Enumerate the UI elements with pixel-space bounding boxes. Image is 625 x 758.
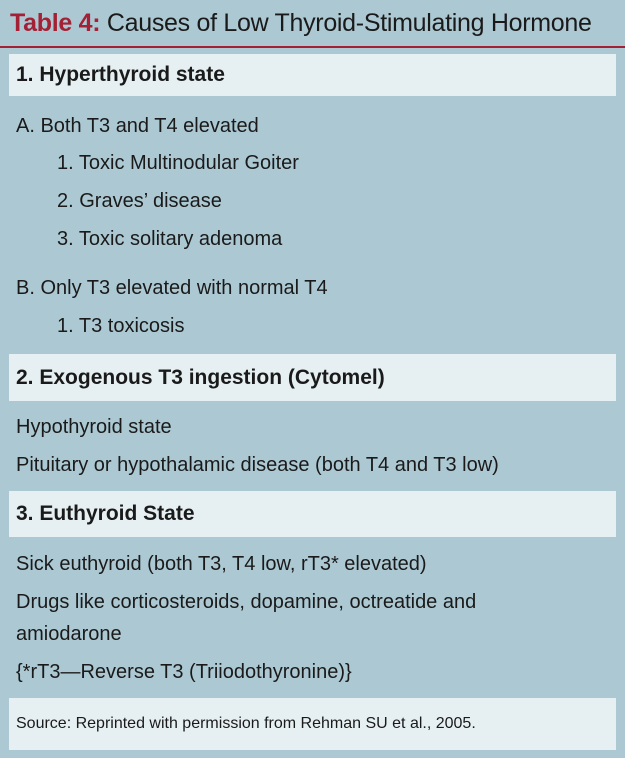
list-item: {*rT3—Reverse T3 (Triiodothyronine)}	[16, 661, 352, 683]
list-item: B. Only T3 elevated with normal T4	[16, 277, 328, 299]
section-heading-euthyroid: 3. Euthyroid State	[9, 491, 616, 537]
list-item: A. Both T3 and T4 elevated	[16, 115, 259, 137]
list-item: 1. T3 toxicosis	[57, 315, 185, 337]
list-item: 1. Toxic Multinodular Goiter	[57, 152, 299, 174]
table-title-bar	[0, 0, 625, 48]
list-item: Pituitary or hypothalamic disease (both T4 and T3 low)	[16, 454, 499, 476]
table-title	[10, 9, 592, 38]
list-item: Drugs like corticosteroids, dopamine, octreatide and	[16, 591, 477, 613]
source-note: Source: Reprinted with permission from Rehman SU et al., 2005.	[9, 698, 616, 750]
list-item: amiodarone	[16, 623, 122, 645]
section-heading-exogenous-t3: 2. Exogenous T3 ingestion (Cytomel)	[9, 354, 616, 401]
list-item: 2. Graves’ disease	[57, 190, 222, 212]
table-number: Table 4:	[10, 9, 101, 37]
list-item: Hypothyroid state	[16, 416, 172, 438]
section-heading-hyperthyroid: 1. Hyperthyroid state	[9, 54, 616, 96]
list-item: Sick euthyroid (both T3, T4 low, rT3* elevated)	[16, 553, 427, 575]
list-item: 3. Toxic solitary adenoma	[57, 228, 283, 250]
table-title-text: Causes of Low Thyroid-Stimulating Hormone	[100, 9, 592, 37]
